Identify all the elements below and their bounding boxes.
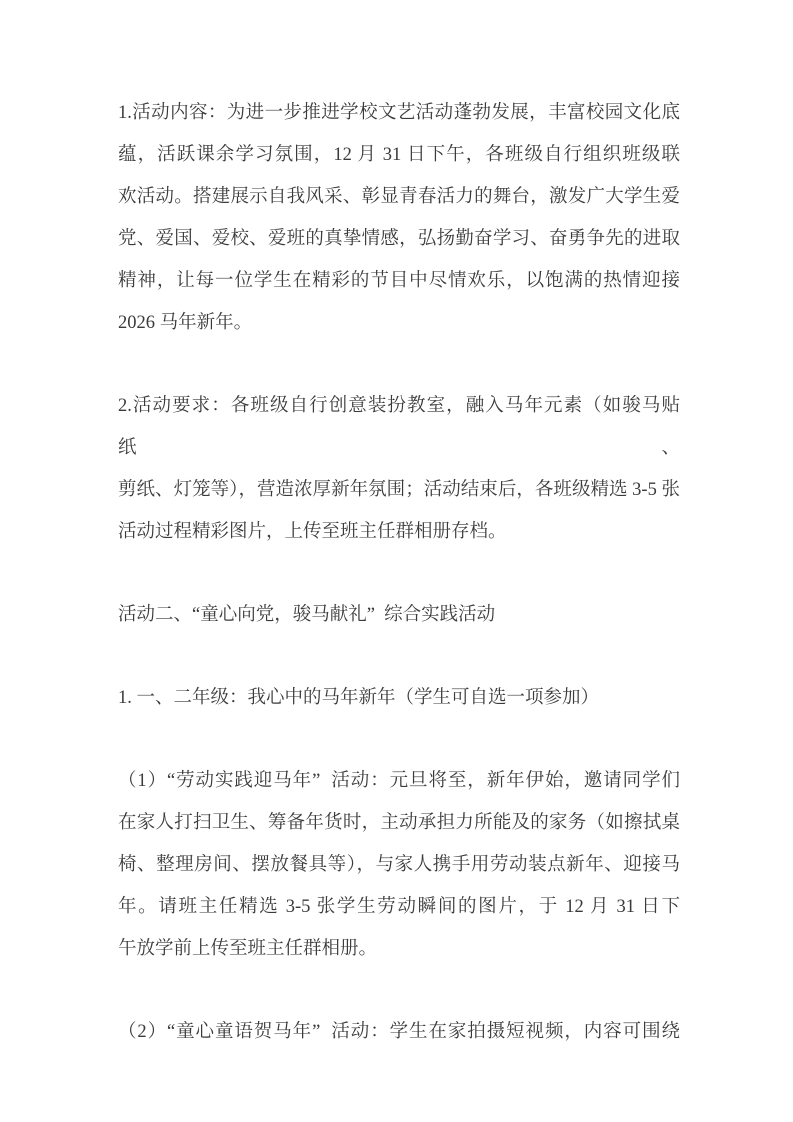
text-line: 1.活动内容：为进一步推进学校文艺活动蓬勃发展，丰富校园文化底 (118, 103, 680, 123)
text-line: （1）“劳动实践迎马年” 活动：元旦将至，新年伊始，邀请同学们 (118, 771, 680, 791)
text-line: 党、爱国、爱校、爱班的真挚情感，弘扬勤奋学习、奋勇争先的进取 (118, 229, 680, 249)
paragraph-activity-content (118, 92, 680, 344)
text-line: 午放学前上传至班主任群相册。 (118, 939, 378, 959)
text-line: 精神，让每一位学生在精彩的节目中尽情欢乐，以饱满的热情迎接 (118, 271, 680, 291)
paragraph-child-voice-greeting-activity (118, 1011, 680, 1053)
text-line: 欢活动。搭建展示自我风采、彰显青春活力的舞台，激发广大学生爱 (118, 187, 680, 207)
paragraph-activity-requirements (118, 385, 680, 553)
text-line: 2.活动要求：各班级自行创意装扮教室，融入马年元素（如骏马贴纸、 (118, 396, 680, 458)
paragraph-labor-practice-activity (118, 760, 680, 970)
text-line: 2026 马年新年。 (118, 313, 253, 333)
list-item-grade-1-2 (118, 677, 680, 719)
text-line: 年。请班主任精选 3-5 张学生劳动瞬间的图片，于 12 月 31 日下 (118, 897, 680, 917)
document-body (118, 92, 680, 1053)
heading-activity-two (118, 594, 680, 636)
text-line: 椅、整理房间、摆放餐具等），与家人携手用劳动装点新年、迎接马 (118, 855, 680, 875)
text-line: 活动过程精彩图片，上传至班主任群相册存档。 (118, 522, 507, 542)
text-line: 活动二、“童心向党，骏马献礼” 综合实践活动 (118, 605, 496, 625)
text-line: 剪纸、灯笼等），营造浓厚新年氛围；活动结束后，各班级精选 3-5 张 (118, 480, 680, 500)
text-line: （2）“童心童语贺马年” 活动：学生在家拍摄短视频，内容可围绕 (118, 1022, 680, 1042)
text-line: 蕴，活跃课余学习氛围，12 月 31 日下午，各班级自行组织班级联 (118, 145, 680, 165)
text-line: 在家人打扫卫生、筹备年货时，主动承担力所能及的家务（如擦拭桌 (118, 813, 680, 833)
text-line: 1. 一、二年级：我心中的马年新年（学生可自选一项参加） (118, 688, 600, 708)
